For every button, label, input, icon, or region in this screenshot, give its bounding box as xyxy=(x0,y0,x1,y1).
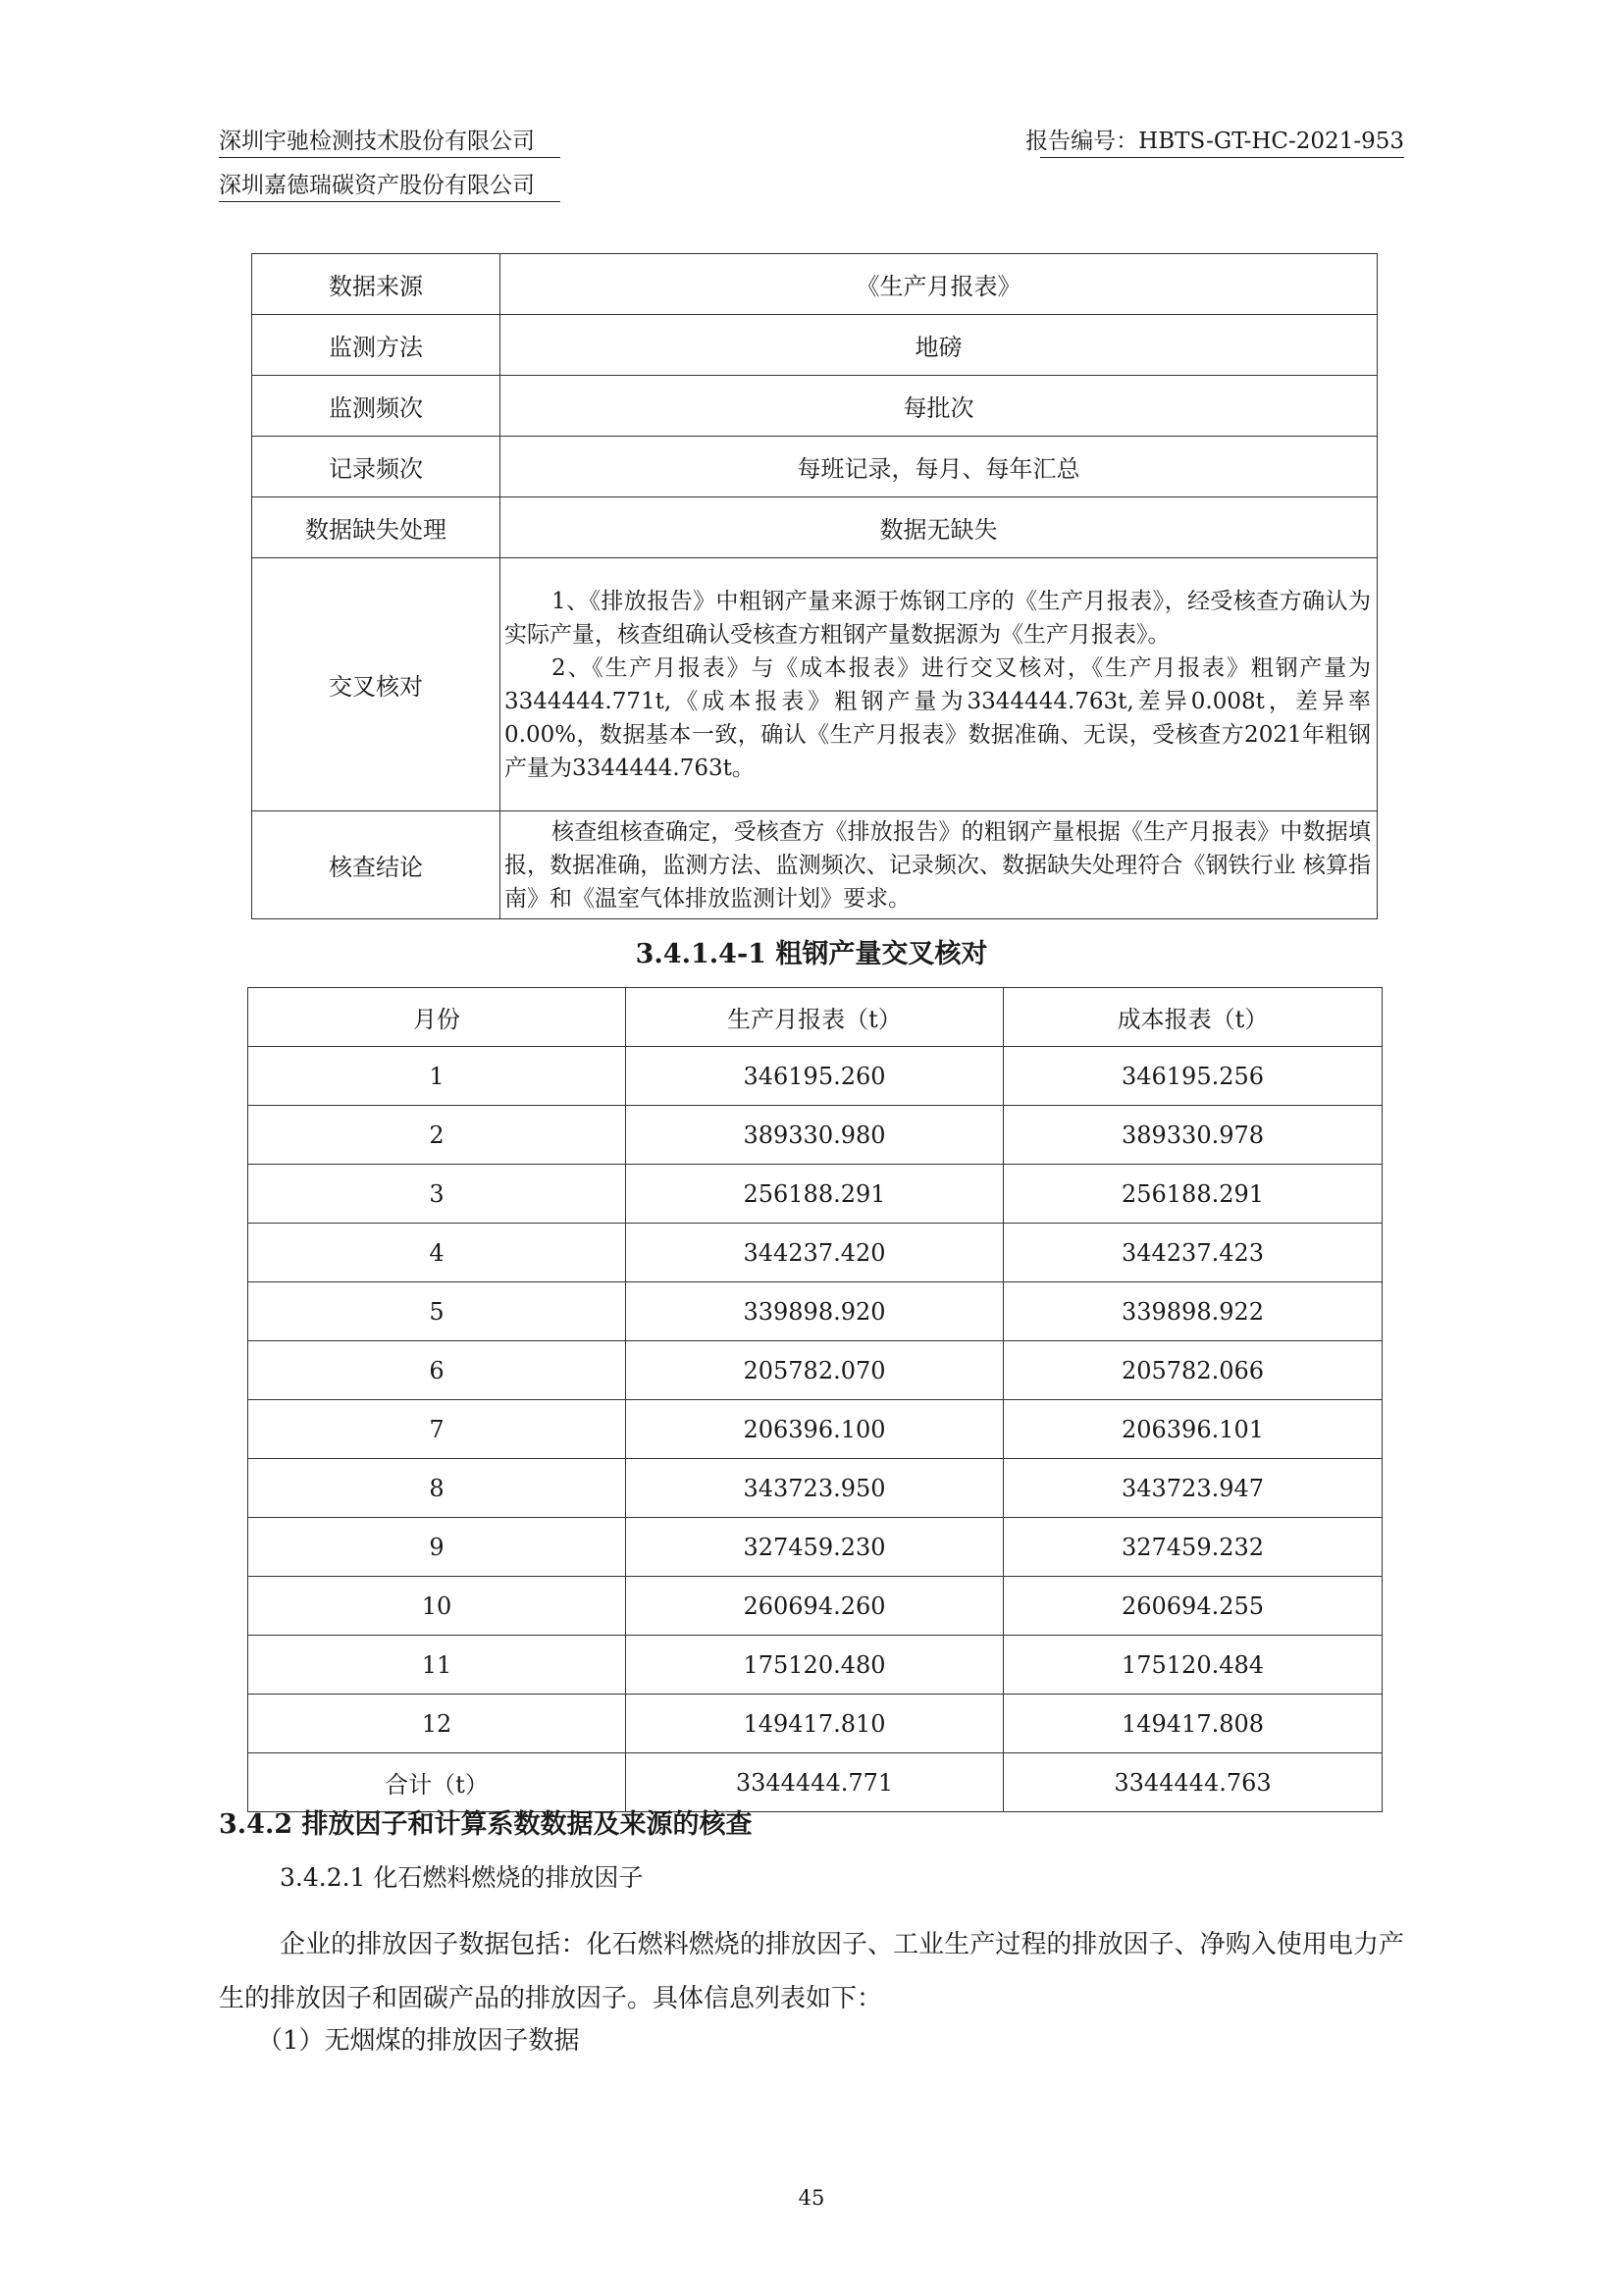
body-paragraph: 企业的排放因子数据包括：化石燃料燃烧的排放因子、工业生产过程的排放因子、净购入使用电力产生的排放因子和固碳产品的排放因子。具体信息列表如下： xyxy=(219,1930,1404,2013)
conclusion-label: 核查结论 xyxy=(252,811,500,919)
monthly-report-total: 3344444.771 xyxy=(626,1753,1004,1812)
month-cell: 12 xyxy=(248,1695,626,1753)
cross-check-label: 交叉核对 xyxy=(252,558,500,811)
column-header: 成本报表（t） xyxy=(1004,988,1383,1047)
monthly-report-cell: 149417.810 xyxy=(626,1695,1004,1753)
table-caption: 3.4.1.4-1 粗钢产量交叉核对 xyxy=(635,939,988,969)
table-header-row xyxy=(248,988,1383,1047)
cost-report-cell: 260694.255 xyxy=(1004,1577,1383,1636)
monthly-report-cell: 175120.480 xyxy=(626,1636,1004,1695)
table-row xyxy=(252,497,1378,558)
table-row xyxy=(248,1165,1383,1224)
monthly-report-cell: 343723.950 xyxy=(626,1459,1004,1518)
header-rule-left-2 xyxy=(219,201,560,202)
header-company-2: 深圳嘉德瑞碳资产股份有限公司 xyxy=(219,173,535,198)
monthly-report-cell: 389330.980 xyxy=(626,1106,1004,1165)
cross-check-content xyxy=(500,558,1378,811)
month-cell: 8 xyxy=(248,1459,626,1518)
table-row xyxy=(252,437,1378,497)
monthly-report-cell: 206396.100 xyxy=(626,1400,1004,1459)
total-row xyxy=(248,1753,1383,1812)
cost-report-cell: 149417.808 xyxy=(1004,1695,1383,1753)
month-cell: 7 xyxy=(248,1400,626,1459)
table-row xyxy=(248,1047,1383,1106)
table-row xyxy=(248,1577,1383,1636)
cost-report-cell: 205782.066 xyxy=(1004,1341,1383,1400)
row-value: 《生产月报表》 xyxy=(500,254,1378,315)
conclusion-row xyxy=(252,811,1378,919)
table-row xyxy=(248,1282,1383,1341)
header-company-1: 深圳宇驰检测技术股份有限公司 xyxy=(219,129,535,154)
cross-check-paragraph-1: 1、《排放报告》中粗钢产量来源于炼钢工序的《生产月报表》，经受核查方确认为实际产量，核查组确认受核查方粗钢产量数据源为《生产月报表》。 xyxy=(504,588,1371,648)
conclusion-content xyxy=(500,811,1378,919)
table-row xyxy=(248,1400,1383,1459)
table-row xyxy=(248,1636,1383,1695)
month-cell: 10 xyxy=(248,1577,626,1636)
row-value: 每批次 xyxy=(500,376,1378,437)
cost-report-cell: 175120.484 xyxy=(1004,1636,1383,1695)
cost-report-cell: 346195.256 xyxy=(1004,1047,1383,1106)
row-label: 监测频次 xyxy=(252,376,500,437)
table-row xyxy=(252,254,1378,315)
list-item: （1）无烟煤的排放因子数据 xyxy=(257,2026,580,2056)
monthly-report-cell: 346195.260 xyxy=(626,1047,1004,1106)
cross-check-paragraph-2: 2、《生产月报表》与《成本报表》进行交叉核对，《生产月报表》粗钢产量为3344444.771t,《成本报表》粗钢产量为3344444.763t,差异0.008t，差异率0.00%，数据基本一致，确认《生产月报表》数据准确、无误，受核查方2021年粗钢产量为3344444.763t。 xyxy=(504,654,1371,781)
table-row xyxy=(248,1224,1383,1282)
production-cross-check-table xyxy=(247,987,1383,1812)
cost-report-cell: 327459.232 xyxy=(1004,1518,1383,1577)
section-heading: 3.4.2 排放因子和计算系数数据及来源的核查 xyxy=(219,1809,753,1840)
monthly-report-cell: 260694.260 xyxy=(626,1577,1004,1636)
row-value: 每班记录，每月、每年汇总 xyxy=(500,437,1378,497)
cost-report-cell: 389330.978 xyxy=(1004,1106,1383,1165)
table-row xyxy=(248,1695,1383,1753)
page-number: 45 xyxy=(798,2186,825,2210)
cost-report-cell: 206396.101 xyxy=(1004,1400,1383,1459)
monthly-report-cell: 339898.920 xyxy=(626,1282,1004,1341)
row-label: 数据缺失处理 xyxy=(252,497,500,558)
row-label: 数据来源 xyxy=(252,254,500,315)
table-row xyxy=(248,1106,1383,1165)
conclusion-text: 核查组核查确定，受核查方《排放报告》的粗钢产量根据《生产月报表》中数据填报，数据准确，监测方法、监测频次、记录频次、数据缺失处理符合《钢铁行业 核算指南》和《温室气体排放监测计划》要求。 xyxy=(504,818,1371,912)
cost-report-cell: 339898.922 xyxy=(1004,1282,1383,1341)
table-row xyxy=(252,315,1378,376)
cross-check-row xyxy=(252,558,1378,811)
month-cell: 9 xyxy=(248,1518,626,1577)
monthly-report-cell: 327459.230 xyxy=(626,1518,1004,1577)
month-cell: 5 xyxy=(248,1282,626,1341)
header-rule-right xyxy=(1040,157,1404,158)
table-row xyxy=(248,1459,1383,1518)
month-cell: 4 xyxy=(248,1224,626,1282)
column-header: 生产月报表（t） xyxy=(626,988,1004,1047)
subsection-heading: 3.4.2.1 化石燃料燃烧的排放因子 xyxy=(280,1863,644,1892)
row-label: 监测方法 xyxy=(252,315,500,376)
row-label: 记录频次 xyxy=(252,437,500,497)
month-cell: 1 xyxy=(248,1047,626,1106)
column-header: 月份 xyxy=(248,988,626,1047)
month-cell: 2 xyxy=(248,1106,626,1165)
row-value: 数据无缺失 xyxy=(500,497,1378,558)
header-rule-left xyxy=(219,157,560,158)
monthly-report-cell: 256188.291 xyxy=(626,1165,1004,1224)
monthly-report-cell: 205782.070 xyxy=(626,1341,1004,1400)
cost-report-cell: 344237.423 xyxy=(1004,1224,1383,1282)
table-row xyxy=(248,1341,1383,1400)
header-report-number: 报告编号：HBTS-GT-HC-2021-953 xyxy=(1025,129,1404,154)
cost-report-total: 3344444.763 xyxy=(1004,1753,1383,1812)
cost-report-cell: 343723.947 xyxy=(1004,1459,1383,1518)
month-cell: 3 xyxy=(248,1165,626,1224)
monthly-report-cell: 344237.420 xyxy=(626,1224,1004,1282)
table-row xyxy=(252,376,1378,437)
month-cell: 11 xyxy=(248,1636,626,1695)
row-value: 地磅 xyxy=(500,315,1378,376)
verification-info-table xyxy=(251,253,1378,919)
cost-report-cell: 256188.291 xyxy=(1004,1165,1383,1224)
month-cell: 6 xyxy=(248,1341,626,1400)
total-label-cell: 合计（t） xyxy=(248,1753,626,1812)
table-row xyxy=(248,1518,1383,1577)
